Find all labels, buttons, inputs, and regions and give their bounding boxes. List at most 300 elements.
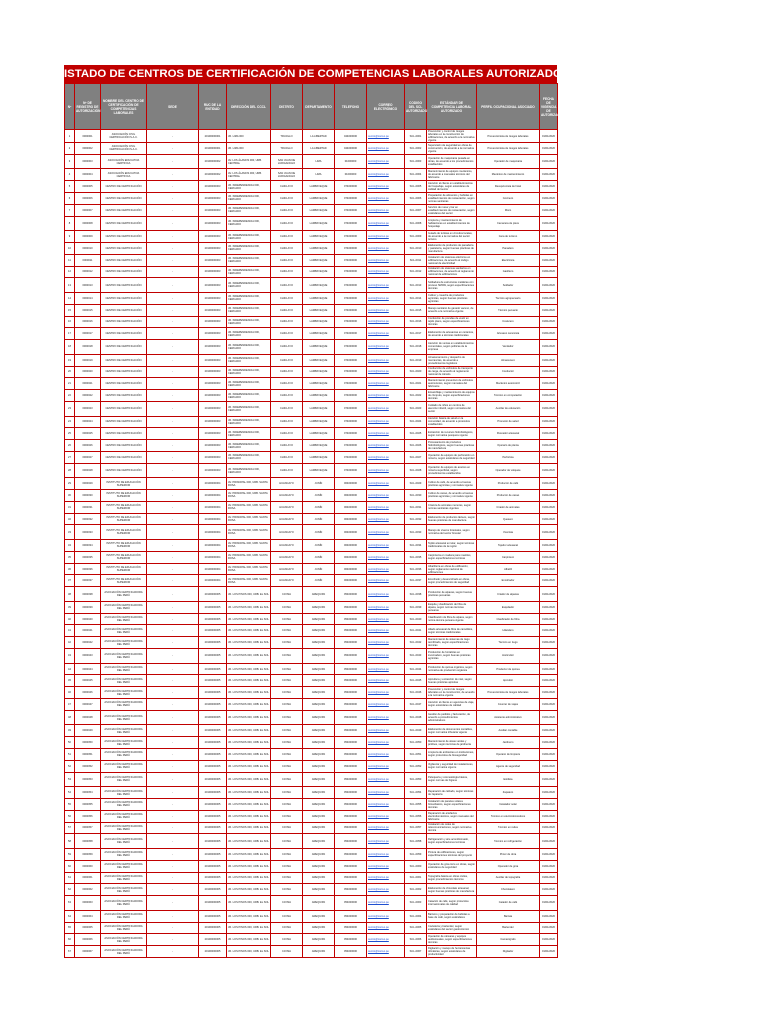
table-cell: -: [147, 254, 199, 266]
table-cell: 6: [65, 192, 75, 204]
email-link[interactable]: centro@correo.pe: [367, 428, 405, 440]
table-cell: SCL-0056: [405, 810, 427, 822]
table-row: [65, 463, 558, 478]
email-link[interactable]: centro@correo.pe: [367, 884, 405, 896]
table-cell: 0000046: [75, 687, 101, 699]
table-row: [65, 192, 558, 204]
table-cell: CAYMA: [271, 896, 303, 911]
table-row: [65, 513, 558, 525]
table-cell: 064000000: [335, 513, 367, 525]
table-cell: 074000000: [335, 254, 367, 266]
table-cell: Auxiliar de topografía: [477, 872, 540, 884]
table-row: [65, 181, 558, 193]
table-cell: 01/01/2020: [540, 749, 558, 761]
table-cell: 20100000004: [199, 525, 227, 540]
column-header: Nº: [65, 84, 75, 130]
table-row: [65, 130, 558, 143]
table-cell: SCL-0057: [405, 822, 427, 834]
email-link[interactable]: centro@correo.pe: [367, 563, 405, 575]
email-link[interactable]: centro@correo.pe: [367, 699, 405, 711]
email-link[interactable]: centro@correo.pe: [367, 760, 405, 772]
table-cell: Técnico en redes: [477, 822, 540, 834]
table-cell: 0000009: [75, 231, 101, 243]
table-cell: SAN JUAN DE LURIGANCHO: [271, 169, 303, 181]
email-link[interactable]: centro@correo.pe: [367, 192, 405, 204]
table-cell: ASOCIACIÓN CERTIFICADORA DEL PERÚ: [101, 787, 147, 799]
table-cell: 17: [65, 328, 75, 340]
email-link[interactable]: centro@correo.pe: [367, 834, 405, 849]
table-row: [65, 884, 558, 896]
email-link[interactable]: centro@correo.pe: [367, 710, 405, 725]
table-cell: LAMBAYEQUE: [303, 463, 335, 478]
table-cell: CENTRO DE CERTIFICACIÓN: [101, 216, 147, 231]
table-cell: 20100000004: [199, 478, 227, 490]
table-row: [65, 304, 558, 316]
email-link[interactable]: centro@correo.pe: [367, 737, 405, 749]
email-link[interactable]: centro@correo.pe: [367, 463, 405, 478]
table-cell: 7: [65, 204, 75, 216]
table-cell: 074000000: [335, 316, 367, 328]
email-link[interactable]: centro@correo.pe: [367, 304, 405, 316]
table-cell: 01/01/2020: [540, 304, 558, 316]
table-cell: ASOCIACIÓN CERTIFICADORA DEL PERÚ: [101, 799, 147, 811]
table-cell: 0000062: [75, 884, 101, 896]
email-link[interactable]: centro@correo.pe: [367, 401, 405, 416]
table-cell: SCL-0031: [405, 501, 427, 513]
table-cell: 20100000003: [199, 354, 227, 366]
table-cell: 01/01/2020: [540, 192, 558, 204]
email-link[interactable]: centro@correo.pe: [367, 860, 405, 872]
page-title: ISTADO DE CENTROS DE CERTIFICACIÓN DE COMPETENCIAS LABORALES AUTORIZADO: [64, 65, 557, 83]
table-cell: SCL-0003: [405, 154, 427, 169]
table-cell: JR. INDEPENDENCIA 000, CERCADO: [227, 216, 271, 231]
email-link[interactable]: centro@correo.pe: [367, 525, 405, 540]
table-cell: -: [147, 340, 199, 355]
table-cell: 47: [65, 699, 75, 711]
table-cell: 56: [65, 810, 75, 822]
email-link[interactable]: centro@correo.pe: [367, 540, 405, 552]
table-cell: AV. PRINCIPAL 000, URB. SANTA ROSA: [227, 490, 271, 502]
table-cell: Operación de maquinaria pesada en obras, de acuerdo a los procedimientos establecidos: [427, 154, 477, 169]
table-cell: 20100000003: [199, 401, 227, 416]
table-cell: CHICLAYO: [271, 266, 303, 278]
email-link[interactable]: centro@correo.pe: [367, 787, 405, 799]
table-cell: Quesero: [477, 513, 540, 525]
email-link[interactable]: centro@correo.pe: [367, 687, 405, 699]
table-cell: 054000000: [335, 749, 367, 761]
email-link[interactable]: centro@correo.pe: [367, 340, 405, 355]
table-cell: 22: [65, 390, 75, 402]
email-link[interactable]: centro@correo.pe: [367, 675, 405, 687]
table-cell: 074000000: [335, 204, 367, 216]
table-cell: CENTRO DE CERTIFICACIÓN: [101, 292, 147, 304]
table-cell: -: [147, 292, 199, 304]
table-cell: CHICLAYO: [271, 242, 303, 254]
table-cell: 0000026: [75, 440, 101, 452]
table-cell: 064000000: [335, 551, 367, 563]
table-cell: Almacenamiento y despacho de mercancías, de acuerdo a procedimientos logísticos: [427, 354, 477, 366]
email-link[interactable]: centro@correo.pe: [367, 810, 405, 822]
email-link[interactable]: centro@correo.pe: [367, 278, 405, 293]
column-header: SEDE: [147, 84, 199, 130]
table-cell: HUANCAYO: [271, 540, 303, 552]
email-link[interactable]: centro@correo.pe: [367, 749, 405, 761]
table-cell: 43: [65, 649, 75, 664]
table-cell: AREQUIPA: [303, 725, 335, 737]
table-cell: 0000024: [75, 416, 101, 428]
table-row: [65, 366, 558, 378]
email-link[interactable]: centro@correo.pe: [367, 910, 405, 922]
table-cell: 074000000: [335, 328, 367, 340]
table-row: [65, 848, 558, 860]
table-cell: 13: [65, 278, 75, 293]
table-cell: JR. LOS PINOS 000, URB. EL SOL: [227, 848, 271, 860]
table-cell: Elaboración de chocolate artesanal, según buenas prácticas de manufactura: [427, 884, 477, 896]
table-cell: 67: [65, 946, 75, 958]
table-cell: 23: [65, 401, 75, 416]
table-cell: Auxiliar contable: [477, 725, 540, 737]
table-cell: Prevencionista de riesgos laborales: [477, 143, 540, 155]
table-cell: SCL-0055: [405, 799, 427, 811]
table-cell: JR. INDEPENDENCIA 000, CERCADO: [227, 181, 271, 193]
table-cell: LAMBAYEQUE: [303, 390, 335, 402]
email-link[interactable]: centro@correo.pe: [367, 637, 405, 649]
table-cell: Conductor: [477, 366, 540, 378]
table-cell: Instalación de sistemas eléctricos en edificaciones, de acuerdo al código nacional de electricidad: [427, 254, 477, 266]
table-cell: AREQUIPA: [303, 787, 335, 799]
table-row: [65, 663, 558, 675]
table-cell: JR. LOS PINOS 000, URB. EL SOL: [227, 934, 271, 946]
email-link[interactable]: centro@correo.pe: [367, 416, 405, 428]
table-row: [65, 799, 558, 811]
table-cell: 20100000003: [199, 231, 227, 243]
table-cell: 054000000: [335, 687, 367, 699]
table-cell: 01/01/2020: [540, 490, 558, 502]
table-cell: 054000000: [335, 649, 367, 664]
email-link[interactable]: centro@correo.pe: [367, 181, 405, 193]
email-link[interactable]: centro@correo.pe: [367, 587, 405, 602]
table-cell: -: [147, 501, 199, 513]
table-cell: Mecánico automotriz: [477, 378, 540, 390]
email-link[interactable]: centro@correo.pe: [367, 799, 405, 811]
table-cell: -: [147, 181, 199, 193]
table-cell: CAYMA: [271, 687, 303, 699]
table-cell: -: [147, 551, 199, 563]
table-cell: SCL-0012: [405, 266, 427, 278]
table-cell: AREQUIPA: [303, 587, 335, 602]
table-cell: 0000064: [75, 910, 101, 922]
table-cell: 0000003: [75, 154, 101, 169]
spreadsheet: [64, 65, 566, 958]
table-cell: 20100000005: [199, 649, 227, 664]
table-cell: AREQUIPA: [303, 675, 335, 687]
table-row: [65, 316, 558, 328]
table-cell: HUANCAYO: [271, 501, 303, 513]
email-link[interactable]: centro@correo.pe: [367, 254, 405, 266]
table-row: [65, 896, 558, 911]
table-cell: CENTRO DE CERTIFICACIÓN: [101, 192, 147, 204]
table-cell: 01/01/2020: [540, 169, 558, 181]
table-row: [65, 266, 558, 278]
table-cell: Limpieza de ambientes en instituciones, según protocolos de bioseguridad: [427, 749, 477, 761]
table-cell: 55: [65, 799, 75, 811]
email-link[interactable]: centro@correo.pe: [367, 366, 405, 378]
table-cell: 0000051: [75, 749, 101, 761]
table-cell: Técnico en electrodomésticos: [477, 810, 540, 822]
table-cell: Cuidado de niños en centros de atención infantil, según normativa del sector: [427, 401, 477, 416]
table-cell: 20100000005: [199, 760, 227, 772]
email-link[interactable]: centro@correo.pe: [367, 204, 405, 216]
email-link[interactable]: centro@correo.pe: [367, 649, 405, 664]
email-link[interactable]: centro@correo.pe: [367, 934, 405, 946]
table-cell: CENTRO DE CERTIFICACIÓN: [101, 440, 147, 452]
table-cell: 01/01/2020: [540, 699, 558, 711]
table-cell: 20100000005: [199, 910, 227, 922]
table-cell: Pintura de edificaciones, según especificaciones técnicas del proyecto: [427, 848, 477, 860]
table-cell: Producción de quinua orgánica, según normativa de producción orgánica: [427, 663, 477, 675]
table-cell: AREQUIPA: [303, 649, 335, 664]
table-cell: 054000000: [335, 787, 367, 799]
table-cell: -: [147, 513, 199, 525]
email-link[interactable]: centro@correo.pe: [367, 316, 405, 328]
table-cell: 064000000: [335, 501, 367, 513]
email-link[interactable]: centro@correo.pe: [367, 231, 405, 243]
email-link[interactable]: centro@correo.pe: [367, 390, 405, 402]
table-cell: 20100000003: [199, 278, 227, 293]
table-cell: JR. LOS PINOS 000, URB. EL SOL: [227, 799, 271, 811]
email-link[interactable]: centro@correo.pe: [367, 501, 405, 513]
table-cell: 15: [65, 304, 75, 316]
email-link[interactable]: centro@correo.pe: [367, 772, 405, 787]
table-cell: Hilandero: [477, 625, 540, 637]
table-cell: AREQUIPA: [303, 613, 335, 625]
table-cell: Electricista: [477, 254, 540, 266]
table-cell: 25: [65, 428, 75, 440]
table-row: [65, 637, 558, 649]
table-cell: ASOCIACIÓN CERTIFICADORA DEL PERÚ: [101, 601, 147, 613]
email-link[interactable]: centro@correo.pe: [367, 440, 405, 452]
table-cell: AREQUIPA: [303, 637, 335, 649]
table-cell: 61: [65, 872, 75, 884]
table-cell: 01/01/2020: [540, 340, 558, 355]
table-cell: -: [147, 192, 199, 204]
table-cell: 0000029: [75, 478, 101, 490]
table-cell: 0000034: [75, 540, 101, 552]
table-cell: CENTRO DE CERTIFICACIÓN: [101, 231, 147, 243]
email-link[interactable]: centro@correo.pe: [367, 513, 405, 525]
table-cell: 48: [65, 710, 75, 725]
table-cell: JR. INDEPENDENCIA 000, CERCADO: [227, 304, 271, 316]
email-link[interactable]: centro@correo.pe: [367, 946, 405, 958]
table-cell: 20100000005: [199, 699, 227, 711]
table-cell: 054000000: [335, 934, 367, 946]
table-cell: SCL-0014: [405, 292, 427, 304]
table-cell: CAYMA: [271, 884, 303, 896]
table-row: [65, 401, 558, 416]
table-cell: 20100000005: [199, 884, 227, 896]
email-link[interactable]: centro@correo.pe: [367, 601, 405, 613]
email-link[interactable]: centro@correo.pe: [367, 216, 405, 231]
table-cell: 0000036: [75, 563, 101, 575]
table-cell: 0000066: [75, 934, 101, 946]
table-cell: HUANCAYO: [271, 575, 303, 587]
table-cell: 01/01/2020: [540, 501, 558, 513]
email-link[interactable]: centro@correo.pe: [367, 490, 405, 502]
email-link[interactable]: centro@correo.pe: [367, 848, 405, 860]
table-cell: Perforista: [477, 451, 540, 463]
table-cell: 52: [65, 760, 75, 772]
table-cell: CAYMA: [271, 725, 303, 737]
email-link[interactable]: centro@correo.pe: [367, 169, 405, 181]
table-cell: 074000000: [335, 390, 367, 402]
table-row: [65, 872, 558, 884]
table-cell: LIMA: [303, 154, 335, 169]
table-cell: Elaboración de productos de panadería y pastelería, según buenas prácticas de manufactura: [427, 242, 477, 254]
table-cell: 01/01/2020: [540, 922, 558, 934]
table-cell: LAMBAYEQUE: [303, 231, 335, 243]
table-cell: 0000018: [75, 340, 101, 355]
table-cell: JR. INDEPENDENCIA 000, CERCADO: [227, 366, 271, 378]
table-cell: Confección de prendas de vestir en tejido plano, según especificaciones técnicas: [427, 316, 477, 328]
table-cell: JR. INDEPENDENCIA 000, CERCADO: [227, 292, 271, 304]
table-cell: 0000057: [75, 822, 101, 834]
table-cell: 01/01/2020: [540, 896, 558, 911]
table-cell: 20100000003: [199, 192, 227, 204]
table-cell: ASOCIACIÓN CERTIFICADORA DEL PERÚ: [101, 663, 147, 675]
table-cell: 054000000: [335, 675, 367, 687]
table-cell: 01/01/2020: [540, 540, 558, 552]
table-cell: Tejido artesanal en telar, según técnicas tradicionales de la región: [427, 540, 477, 552]
email-link[interactable]: centro@correo.pe: [367, 328, 405, 340]
table-row: [65, 354, 558, 366]
table-cell: SCL-0039: [405, 601, 427, 613]
table-cell: 0000053: [75, 772, 101, 787]
table-cell: ASOCIACIÓN CERTIFICADORA DEL PERÚ: [101, 675, 147, 687]
table-cell: -: [147, 772, 199, 787]
table-cell: -: [147, 675, 199, 687]
table-cell: -: [147, 478, 199, 490]
email-link[interactable]: centro@correo.pe: [367, 354, 405, 366]
table-cell: -: [147, 848, 199, 860]
table-cell: 074000000: [335, 340, 367, 355]
email-link[interactable]: centro@correo.pe: [367, 663, 405, 675]
table-cell: 20100000003: [199, 463, 227, 478]
table-cell: Preparación de alimentos y bebidas en establecimientos de restauración, según normas sanitarias: [427, 192, 477, 204]
table-cell: 44: [65, 663, 75, 675]
email-link[interactable]: centro@correo.pe: [367, 922, 405, 934]
email-link[interactable]: centro@correo.pe: [367, 575, 405, 587]
table-cell: 4: [65, 169, 75, 181]
table-cell: 0000030: [75, 490, 101, 502]
table-cell: INSTITUTO DE EDUCACIÓN SUPERIOR: [101, 540, 147, 552]
table-cell: -: [147, 625, 199, 637]
table-cell: Técnico en computación: [477, 390, 540, 402]
table-cell: CAYMA: [271, 946, 303, 958]
table-cell: Encofrado y desencofrado en obras, según procedimientos de seguridad: [427, 575, 477, 587]
table-cell: 20100000003: [199, 242, 227, 254]
table-row: [65, 860, 558, 872]
table-cell: 0000007: [75, 204, 101, 216]
email-link[interactable]: centro@correo.pe: [367, 378, 405, 390]
email-link[interactable]: centro@correo.pe: [367, 896, 405, 911]
table-cell: AREQUIPA: [303, 946, 335, 958]
email-link[interactable]: centro@correo.pe: [367, 292, 405, 304]
email-link[interactable]: centro@correo.pe: [367, 451, 405, 463]
email-link[interactable]: centro@correo.pe: [367, 551, 405, 563]
table-cell: 20100000005: [199, 860, 227, 872]
table-cell: ASOCIACIÓN CERTIFICADORA DEL PERÚ: [101, 760, 147, 772]
table-cell: JR. INDEPENDENCIA 000, CERCADO: [227, 440, 271, 452]
table-cell: JUNÍN: [303, 501, 335, 513]
table-cell: 20100000005: [199, 613, 227, 625]
table-cell: 20100000004: [199, 551, 227, 563]
email-link[interactable]: centro@correo.pe: [367, 266, 405, 278]
email-link[interactable]: centro@correo.pe: [367, 613, 405, 625]
table-cell: JUNÍN: [303, 551, 335, 563]
table-cell: CENTRO DE CERTIFICACIÓN: [101, 416, 147, 428]
table-cell: Criador de alpacas: [477, 587, 540, 602]
table-cell: CAYMA: [271, 934, 303, 946]
email-link[interactable]: centro@correo.pe: [367, 872, 405, 884]
table-cell: 8: [65, 216, 75, 231]
table-cell: 0000028: [75, 463, 101, 478]
table-cell: CHICLAYO: [271, 428, 303, 440]
table-cell: -: [147, 884, 199, 896]
email-link[interactable]: centro@correo.pe: [367, 143, 405, 155]
table-cell: -: [147, 451, 199, 463]
email-link[interactable]: centro@correo.pe: [367, 242, 405, 254]
table-cell: JR. LOS PINOS 000, URB. EL SOL: [227, 737, 271, 749]
table-cell: 54: [65, 787, 75, 799]
table-cell: Albañilería en obras de edificación, según reglamento nacional de edificaciones: [427, 563, 477, 575]
email-link[interactable]: centro@correo.pe: [367, 130, 405, 143]
table-cell: CENTRO DE CERTIFICACIÓN: [101, 204, 147, 216]
table-cell: Gasfitero: [477, 266, 540, 278]
table-cell: Mantenimiento de sistemas de riego tecnificado, según especificaciones técnicas: [427, 637, 477, 649]
email-link[interactable]: centro@correo.pe: [367, 822, 405, 834]
table-cell: 064000000: [335, 478, 367, 490]
table-cell: SCL-0008: [405, 216, 427, 231]
table-cell: Operador de maquinaria: [477, 154, 540, 169]
table-cell: INSTITUTO DE EDUCACIÓN SUPERIOR: [101, 575, 147, 587]
table-cell: AREQUIPA: [303, 760, 335, 772]
table-cell: Prevención y control de riesgos laborales en la construcción de edificaciones, de acuerdo a la normativa vigente: [427, 130, 477, 143]
table-cell: 20100000005: [199, 787, 227, 799]
table-cell: 01/01/2020: [540, 181, 558, 193]
table-cell: Operación de equipos de perforación en minería, según estándares de seguridad: [427, 451, 477, 463]
table-cell: CAYMA: [271, 834, 303, 849]
table-cell: Limpieza y mantenimiento de habitaciones en establecimientos de hospedaje: [427, 216, 477, 231]
table-cell: CAYMA: [271, 872, 303, 884]
table-cell: SCL-0062: [405, 884, 427, 896]
table-cell: ASOCIACIÓN CERTIFICADORA DEL PERÚ: [101, 810, 147, 822]
table-cell: ASOCIACIÓN CERTIFICADORA DEL PERÚ: [101, 872, 147, 884]
email-link[interactable]: centro@correo.pe: [367, 154, 405, 169]
email-link[interactable]: centro@correo.pe: [367, 725, 405, 737]
table-row: [65, 551, 558, 563]
table-cell: JR. INDEPENDENCIA 000, CERCADO: [227, 416, 271, 428]
table-row: [65, 143, 558, 155]
email-link[interactable]: centro@correo.pe: [367, 625, 405, 637]
table-cell: 064000000: [335, 490, 367, 502]
table-cell: JUNÍN: [303, 563, 335, 575]
table-cell: 01/01/2020: [540, 910, 558, 922]
table-cell: 0000037: [75, 575, 101, 587]
email-link[interactable]: centro@correo.pe: [367, 478, 405, 490]
table-cell: SCL-0037: [405, 575, 427, 587]
table-cell: 0000004: [75, 169, 101, 181]
table-cell: -: [147, 810, 199, 822]
